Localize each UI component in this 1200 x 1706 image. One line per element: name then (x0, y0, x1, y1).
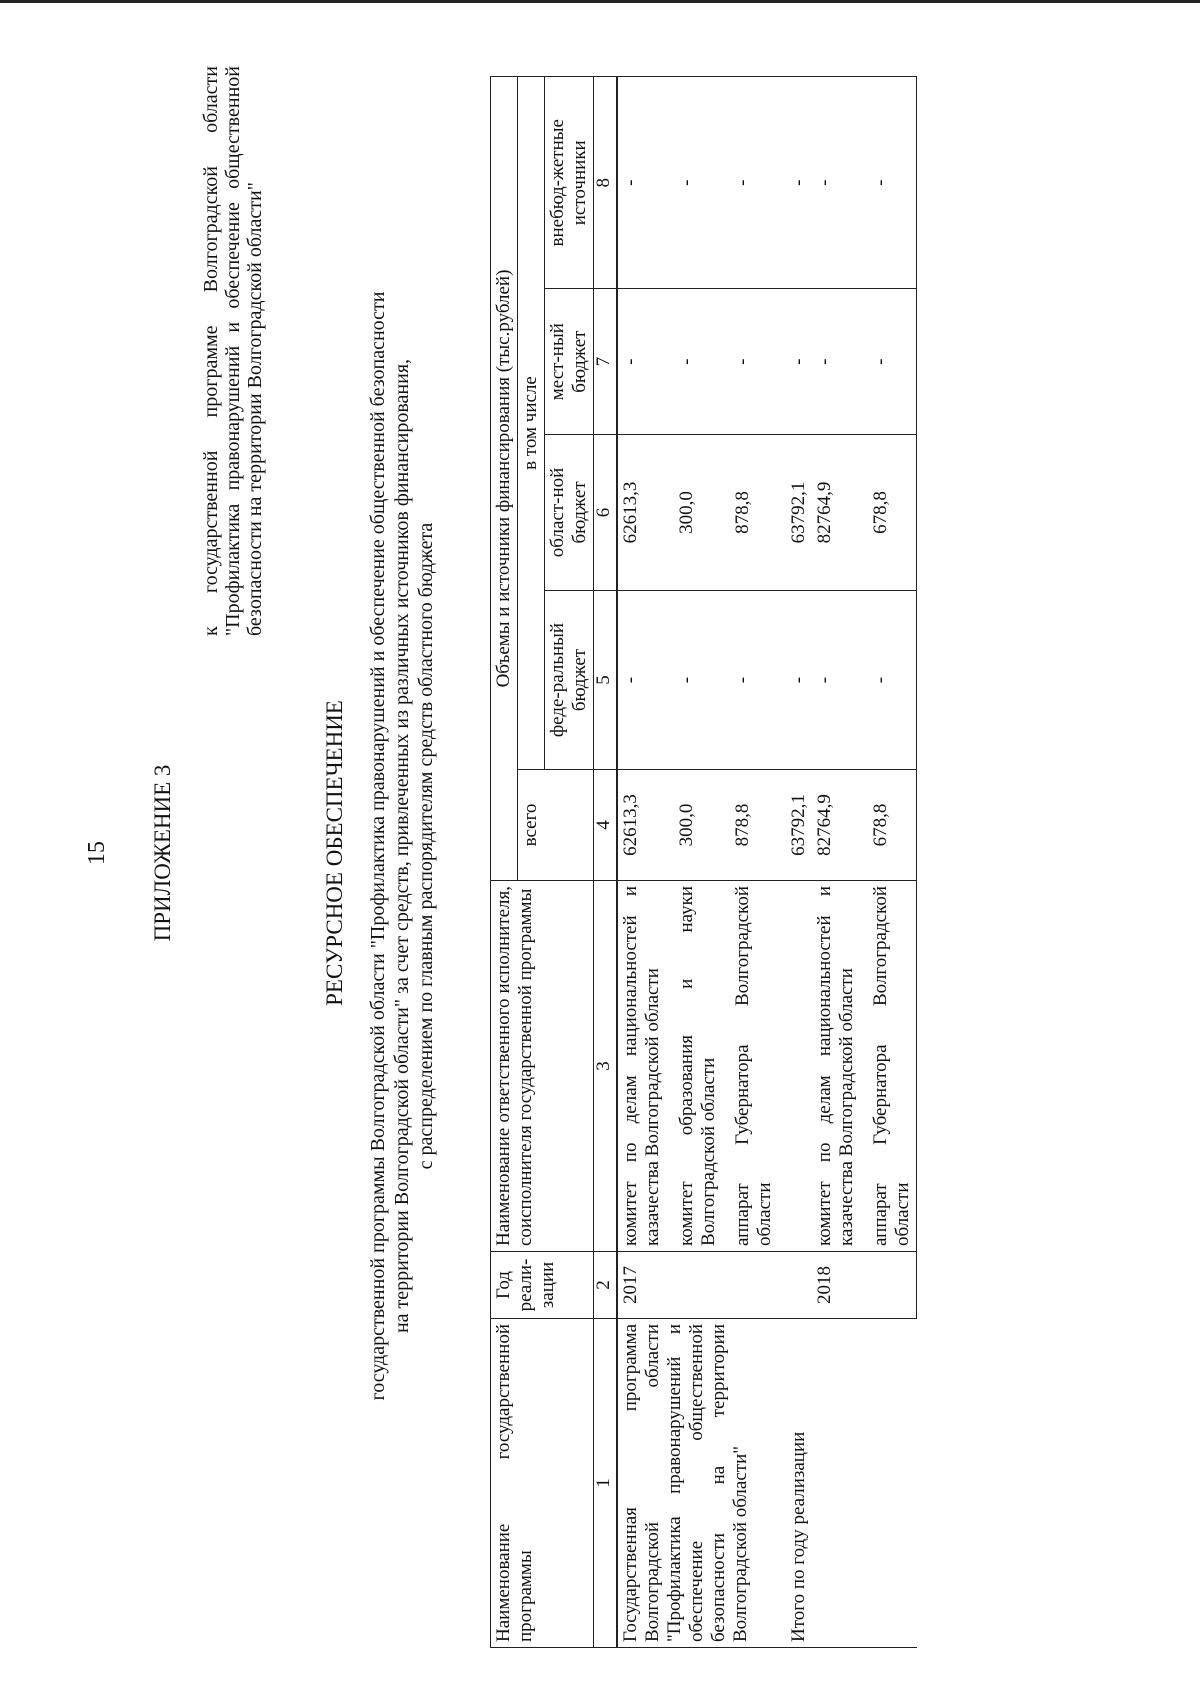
local-cell: - (617, 289, 666, 434)
extrabudget-cell: - (666, 77, 722, 290)
document-subheading (366, 286, 438, 1406)
column-number: 5 (594, 591, 618, 770)
year-cell (860, 1252, 917, 1319)
total-cell: 878,8 (722, 770, 778, 881)
header-extrabudget: внебюд-жетные источники (545, 77, 594, 290)
federal-cell: - (778, 591, 812, 770)
year-cell: 2017 (617, 1252, 666, 1319)
total-cell: 63792,1 (778, 770, 812, 881)
year-cell (666, 1252, 722, 1319)
subheading-line: на территории Волгоградской области" за счет средств, привлеченных из различных источников финансирования, (391, 358, 413, 1334)
local-cell: - (666, 289, 722, 434)
regional-cell: 63792,1 (778, 434, 812, 590)
column-number: 6 (594, 434, 618, 590)
header-federal: феде-ральный бюджет (545, 591, 594, 770)
subheading-line: государственной программы Волгоградской области "Профилактика правонарушений и обеспечение общественной безопасности (367, 291, 389, 1401)
header-year: Год реали-зации (491, 1252, 594, 1319)
header-executor: Наименование ответственного исполнителя, соисполнителя государственной программы (491, 881, 594, 1252)
document-heading: РЕСУРСНОЕ ОБЕСПЕЧЕНИЕ (322, 700, 347, 1006)
regional-cell: 82764,9 (812, 434, 860, 590)
federal-cell: - (812, 591, 860, 770)
regional-cell: 878,8 (722, 434, 778, 590)
local-cell: - (778, 289, 812, 434)
table-row (617, 77, 666, 1648)
federal-cell: - (722, 591, 778, 770)
federal-cell: - (617, 591, 666, 770)
executor-cell (778, 881, 812, 1252)
local-cell: - (860, 289, 917, 434)
executor-cell: аппарат Губернатора Волгоградской области (722, 881, 778, 1252)
regional-cell: 678,8 (860, 434, 917, 590)
subheading-line: с распределением по главным распорядителям средств областного бюджета (415, 522, 437, 1170)
column-number: 7 (594, 289, 618, 434)
appendix-title: ПРИЛОЖЕНИЕ 3 (150, 764, 175, 942)
year-cell (722, 1252, 778, 1319)
header-local: мест-ный бюджет (545, 289, 594, 434)
header-regional: област-ной бюджет (545, 434, 594, 590)
local-cell: - (812, 289, 860, 434)
subtotal-label-cell: Итого по году реализации (778, 1319, 917, 1648)
column-number: 1 (594, 1319, 618, 1648)
column-number: 3 (594, 881, 618, 1252)
year-cell: 2018 (812, 1252, 860, 1319)
program-name-cell: Государственная программа Волгоградской области "Профилактика правонарушений и обеспечение общественной безопасности на территории Волгоградской области" (617, 1319, 778, 1648)
column-number: 2 (594, 1252, 618, 1319)
total-cell: 300,0 (666, 770, 722, 881)
year-cell (778, 1252, 812, 1319)
executor-cell: аппарат Губернатора Волгоградской области (860, 881, 917, 1252)
extrabudget-cell: - (778, 77, 812, 290)
total-cell: 62613,3 (617, 770, 666, 881)
column-number: 8 (594, 77, 618, 290)
column-number: 4 (594, 770, 618, 881)
header-program-name: Наименование государственной программы (491, 1319, 594, 1648)
total-cell: 82764,9 (812, 770, 860, 881)
appendix-reference: к государственной программе Волгоградской области "Профилактика правонарушений и обеспечение общественной безопасности на территории Волгоградской области" (200, 66, 266, 636)
executor-cell: комитет по делам национальностей и казачества Волгоградской области (617, 881, 666, 1252)
federal-cell: - (860, 591, 917, 770)
total-cell: 678,8 (860, 770, 917, 881)
extrabudget-cell: - (617, 77, 666, 290)
header-including: в том числе (518, 77, 545, 770)
extrabudget-cell: - (812, 77, 860, 290)
header-total: всего (518, 770, 594, 881)
local-cell: - (722, 289, 778, 434)
extrabudget-cell: - (722, 77, 778, 290)
executor-cell: комитет образования и науки Волгоградской области (666, 881, 722, 1252)
federal-cell: - (666, 591, 722, 770)
regional-cell: 62613,3 (617, 434, 666, 590)
executor-cell: комитет по делам национальностей и казачества Волгоградской области (812, 881, 860, 1252)
page-number: 15 (84, 841, 110, 865)
table-row (778, 77, 812, 1648)
regional-cell: 300,0 (666, 434, 722, 590)
resource-table (490, 76, 917, 1648)
extrabudget-cell: - (860, 77, 917, 290)
header-volumes: Объемы и источники финансирования (тыс.рублей) (491, 77, 518, 881)
